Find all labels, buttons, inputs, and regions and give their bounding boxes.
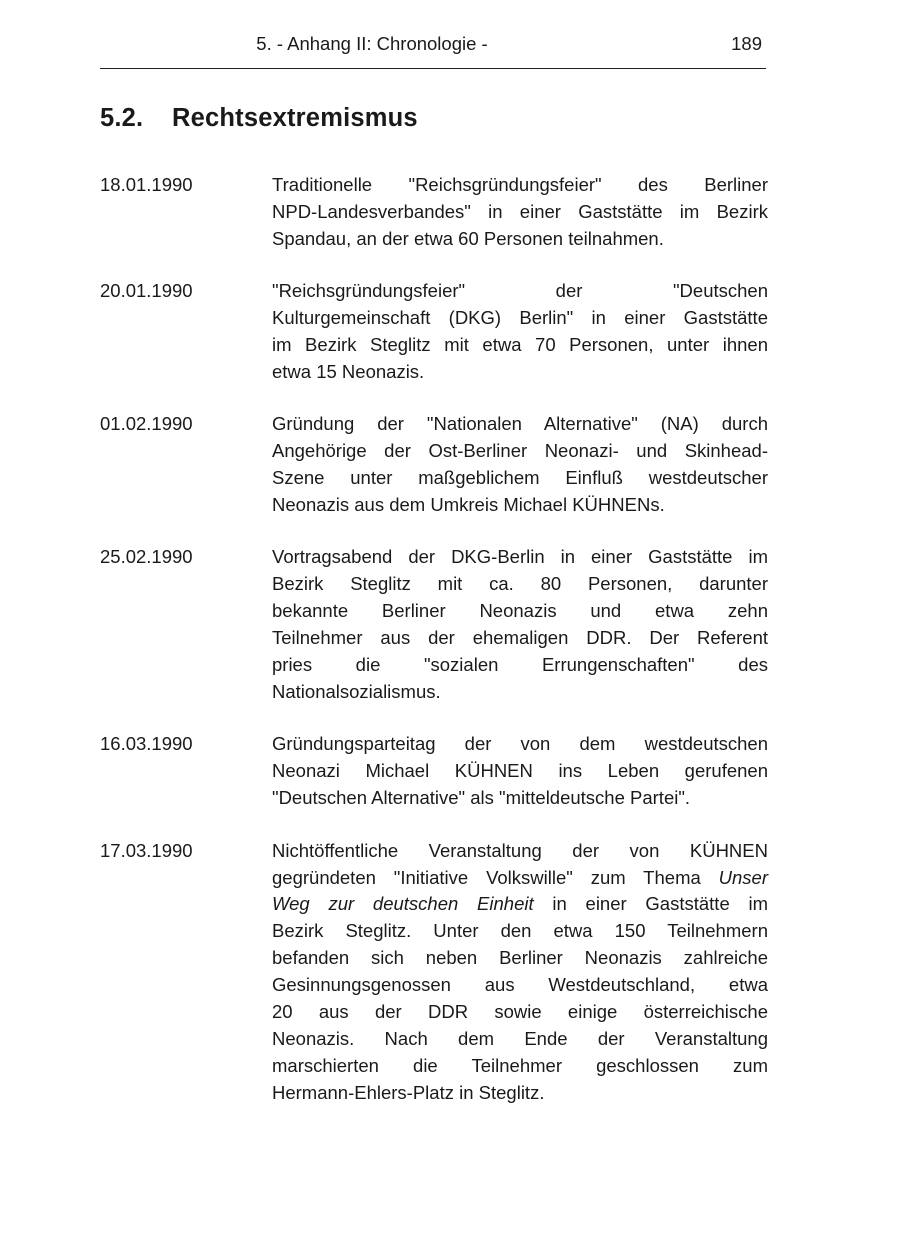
entry-text — [272, 544, 768, 705]
entry-text — [272, 172, 768, 253]
section-number: 5.2. — [100, 104, 144, 132]
entry-line: Bezirk Steglitz. Unter den etwa 150 Teilnehmern — [272, 920, 768, 942]
entry-line: Gründung der "Nationalen Alternative" (NA) durch — [272, 413, 768, 435]
running-head-title: 5. - Anhang II: Chronologie - — [256, 33, 488, 54]
entry-line: Hermann-Ehlers-Platz in Steglitz. — [272, 1081, 545, 1103]
entry-title-italic: Weg zur deutschen Einheit — [272, 893, 534, 915]
entry-line: bekannte Berliner Neonazis und etwa zehn — [272, 600, 768, 622]
entry-text — [272, 411, 768, 519]
entry-date: 18.01.1990 — [100, 174, 193, 195]
chronology-entry — [100, 731, 770, 812]
page-number: 189 — [731, 33, 762, 54]
entry-line: Kulturgemeinschaft (DKG) Berlin" in einer Gaststätte — [272, 307, 768, 329]
entry-line: Spandau, an der etwa 60 Personen teilnahmen. — [272, 227, 664, 249]
entry-title-italic: Unser — [718, 866, 768, 888]
entry-date: 01.02.1990 — [100, 413, 193, 435]
entry-line: Neonazi Michael KÜHNEN ins Leben gerufenen — [272, 760, 768, 782]
chronology-entry — [100, 838, 770, 1107]
entry-line: Nichtöffentliche Veranstaltung der von KÜHNEN — [272, 839, 768, 861]
chronology-entry — [100, 544, 770, 705]
entry-text — [272, 278, 768, 386]
entry-line: pries die "sozialen Errungenschaften" des — [272, 654, 768, 676]
running-head — [100, 33, 766, 57]
entry-line: befanden sich neben Berliner Neonazis zahlreiche — [272, 947, 768, 969]
entry-line: NPD-Landesverbandes" in einer Gaststätte im Bezirk — [272, 200, 768, 222]
entry-segment: in einer Gaststätte im — [552, 893, 769, 915]
entry-line — [272, 865, 768, 892]
entry-line: Vortragsabend der DKG-Berlin in einer Gaststätte im — [272, 546, 768, 568]
chronology-list — [100, 172, 770, 1132]
entry-line: im Bezirk Steglitz mit etwa 70 Personen, unter ihnen — [272, 334, 768, 356]
chronology-entry — [100, 172, 770, 253]
entry-text — [272, 838, 768, 1107]
entry-line: Traditionelle "Reichsgründungsfeier" des Berliner — [272, 174, 768, 195]
entry-word: der — [555, 280, 583, 302]
entry-word: "Deutschen — [672, 280, 768, 302]
entry-line: marschierten die Teilnehmer geschlossen zum — [272, 1054, 768, 1076]
entry-line: Bezirk Steglitz mit ca. 80 Personen, darunter — [272, 573, 768, 595]
entry-word: "Reichsgründungsfeier" — [272, 280, 466, 302]
entry-line: Gesinnungsgenossen aus Westdeutschland, etwa — [272, 974, 768, 996]
entry-segment: gegründeten "Initiative Volkswille" zum Thema — [272, 866, 701, 888]
section-heading — [100, 104, 418, 133]
chronology-entry — [100, 278, 770, 386]
entry-line: Angehörige der Ost-Berliner Neonazi- und Skinhead- — [272, 440, 768, 462]
entry-line: Nationalsozialismus. — [272, 681, 441, 702]
entry-line — [272, 278, 768, 305]
entry-line: 20 aus der DDR sowie einige österreichische — [272, 1001, 768, 1023]
entry-date: 17.03.1990 — [100, 839, 193, 861]
entry-line: Neonazis. Nach dem Ende der Veranstaltung — [272, 1027, 768, 1049]
entry-text — [272, 731, 768, 812]
entry-line: Teilnehmer aus der ehemaligen DDR. Der Referent — [272, 627, 768, 649]
entry-date: 20.01.1990 — [100, 280, 193, 302]
entry-line: Gründungsparteitag der von dem westdeutschen — [272, 733, 768, 755]
entry-line: Neonazis aus dem Umkreis Michael KÜHNENs. — [272, 494, 665, 516]
entry-line — [272, 891, 768, 918]
entry-line: etwa 15 Neonazis. — [272, 360, 425, 382]
header-rule — [100, 68, 766, 69]
chronology-entry — [100, 411, 770, 519]
entry-line: "Deutschen Alternative" als "mitteldeutsche Partei". — [272, 787, 691, 809]
section-title: Rechtsextremismus — [172, 104, 418, 132]
entry-date: 16.03.1990 — [100, 733, 193, 755]
entry-line: Szene unter maßgeblichem Einfluß westdeutscher — [272, 467, 768, 489]
entry-date: 25.02.1990 — [100, 546, 193, 568]
